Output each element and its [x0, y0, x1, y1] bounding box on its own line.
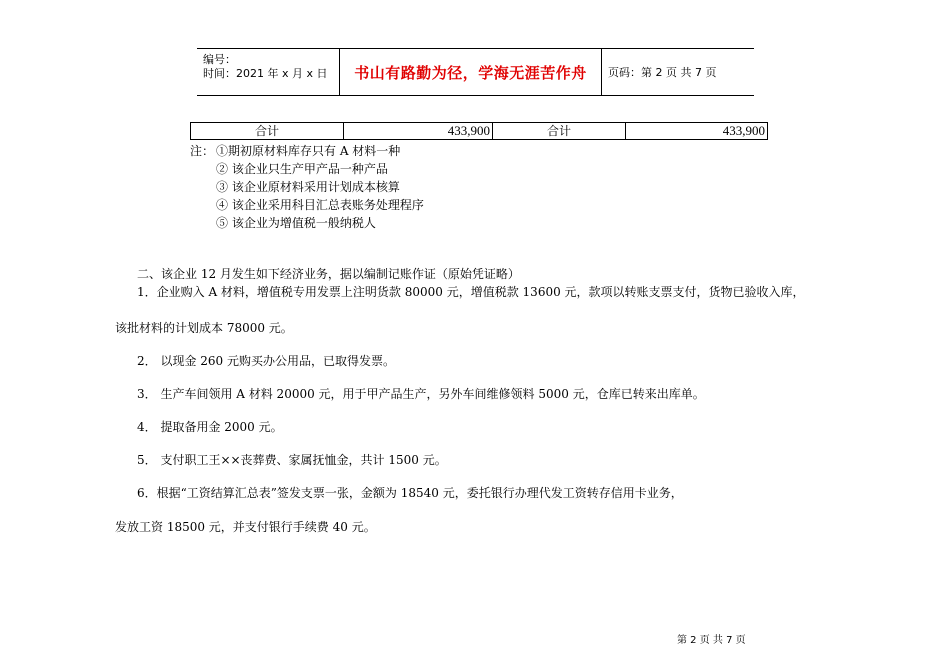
header-motto: 书山有路勤为径，学海无涯苦作舟: [340, 49, 602, 95]
transaction-1-line1: 1．企业购入 A 材料，增值税专用发票上注明货款 80000 元，增值税款 13600 元，款项以转账支票支付，货物已验收入库，: [137, 285, 805, 299]
transaction-5: 5． 支付职工王××丧葬费、家属抚恤金，共计 1500 元。: [137, 453, 447, 467]
total-left-value: 433,900: [344, 123, 493, 140]
totals-table: [190, 122, 768, 140]
header-meta: [197, 49, 340, 95]
transaction-6-line2: 发放工资 18500 元，并支付银行手续费 40 元。: [115, 520, 376, 534]
header-number-label: 编号：: [203, 53, 236, 66]
notes-block: [190, 142, 424, 232]
list-item: [190, 196, 424, 214]
total-right-value: 433,900: [626, 123, 768, 140]
transaction-1-line2: 该批材料的计划成本 78000 元。: [115, 321, 293, 335]
transaction-2: 2． 以现金 260 元购买办公用品，已取得发票。: [137, 354, 395, 368]
list-item: [190, 214, 424, 232]
note-item-5: ⑤ 该企业为增值税一般纳税人: [216, 216, 376, 230]
page-header: [197, 48, 754, 96]
total-right-label: 合计: [493, 123, 626, 140]
transaction-4: 4． 提取备用金 2000 元。: [137, 420, 283, 434]
note-item-1: ①期初原材料库存只有 A 材料一种: [216, 144, 401, 158]
header-time-label: 时间：2021 年 x 月 x 日: [203, 67, 328, 80]
list-item: [190, 142, 424, 160]
notes-prefix: 注：: [190, 144, 215, 158]
transaction-6-line1: 6．根据“工资结算汇总表”签发支票一张，金额为 18540 元，委托银行办理代发工资转存信用卡业务，: [137, 486, 683, 500]
note-item-4: ④ 该企业采用科目汇总表账务处理程序: [216, 198, 424, 212]
transaction-3: 3． 生产车间领用 A 材料 20000 元，用于甲产品生产，另外车间维修领料 5000 元，仓库已转来出库单。: [137, 387, 705, 401]
table-row: [191, 123, 768, 140]
page-footer: 第 2 页 共 7 页: [677, 635, 746, 646]
header-page-label: 页码：第 2 页 共 7 页: [608, 66, 717, 79]
section2-heading: 二、该企业 12 月发生如下经济业务，据以编制记账作证（原始凭证略）: [137, 267, 520, 281]
list-item: [190, 178, 424, 196]
note-item-3: ③ 该企业原材料采用计划成本核算: [216, 180, 400, 194]
total-left-label: 合计: [191, 123, 344, 140]
list-item: [190, 160, 424, 178]
note-item-2: ② 该企业只生产甲产品一种产品: [216, 162, 388, 176]
